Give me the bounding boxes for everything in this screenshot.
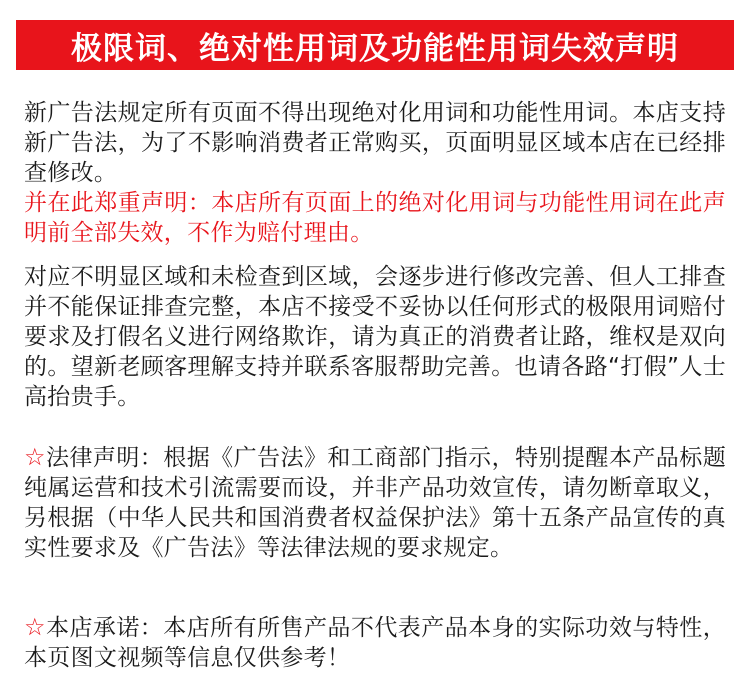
- star-icon: ☆: [24, 443, 46, 471]
- page-title: 极限词、绝对性用词及功能性用词失效声明: [71, 30, 679, 67]
- store-promise-text: 本店承诺：本店所有所售产品不代表产品本身的实际功效与特性，本页图文视频等信息仅供参考！: [24, 615, 726, 671]
- notice-intro: 新广告法规定所有页面不得出现绝对化用词和功能性用词。本店支持新广告法，为了不影响消费者正常购买，页面明显区域本店在已经排查修改。: [24, 100, 726, 186]
- unchecked-areas-paragraph: [24, 262, 726, 412]
- notice-paragraph: [24, 98, 726, 248]
- unchecked-areas-text: 对应不明显区域和未检查到区域，会逐步进行修改完善、但人工排查并不能保证排查完整，本店不接受不妥协以任何形式的极限用词赔付要求及打假名义进行网络欺诈，请为真正的消费者让路，维权是双向的。望新老顾客理解支持并联系客服帮助完善。也请各路“打假”人士高抬贵手。: [24, 264, 726, 410]
- legal-statement-paragraph: [24, 442, 726, 563]
- title-banner: [16, 20, 734, 70]
- store-promise-paragraph: [24, 612, 726, 673]
- notice-declaration: 并在此郑重声明：本店所有页面上的绝对化用词与功能性用词在此声明前全部失效，不作为赔付理由。: [24, 190, 726, 246]
- star-icon: ☆: [24, 613, 46, 641]
- legal-statement-text: 法律声明：根据《广告法》和工商部门指示，特别提醒本产品标题纯属运营和技术引流需要而设，并非产品功效宣传，请勿断章取义，另根据（中华人民共和国消费者权益保护法》第十五条产品宣传的真实性要求及《广告法》等法律法规的要求规定。: [24, 445, 726, 561]
